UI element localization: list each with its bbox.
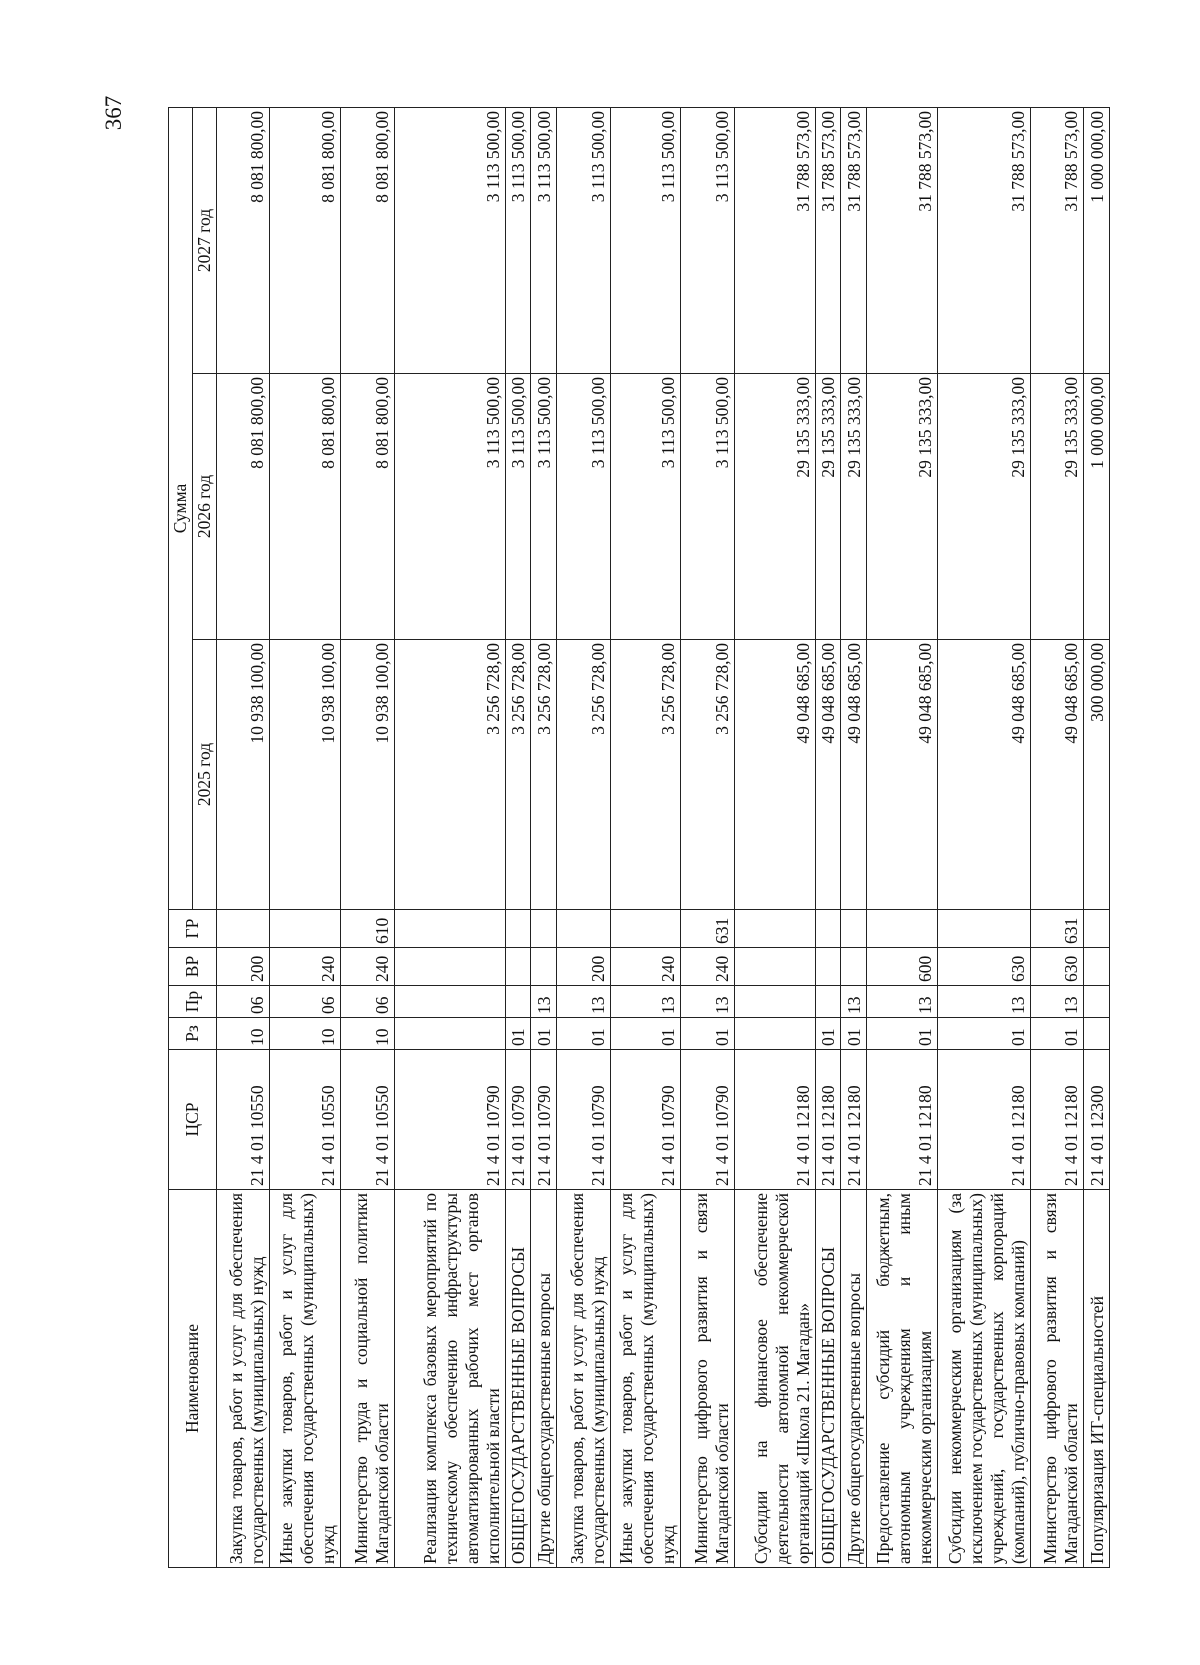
table-row bbox=[937, 107, 1030, 1567]
header-pr: Пр bbox=[169, 986, 217, 1018]
row-gr bbox=[841, 910, 867, 948]
row-vr bbox=[505, 948, 531, 986]
table-row bbox=[531, 107, 557, 1567]
row-sum-2027: 3 113 500,00 bbox=[394, 107, 505, 373]
row-pr: 13 bbox=[1030, 986, 1083, 1018]
row-vr: 240 bbox=[610, 948, 681, 986]
row-rz: 01 bbox=[610, 1018, 681, 1050]
row-sum-2027: 31 788 573,00 bbox=[1030, 107, 1083, 373]
row-rz bbox=[1084, 1018, 1110, 1050]
header-year-2026: 2026 год bbox=[193, 374, 217, 640]
row-sum-2027: 3 113 500,00 bbox=[531, 107, 557, 373]
table-row bbox=[1030, 107, 1083, 1567]
row-name: Другие общегосударственные вопросы bbox=[531, 1190, 557, 1568]
row-rz: 10 bbox=[217, 1018, 270, 1050]
row-sum-2025: 10 938 100,00 bbox=[341, 640, 394, 910]
table-row bbox=[1084, 107, 1110, 1567]
row-gr bbox=[270, 910, 341, 948]
row-sum-2026: 3 113 500,00 bbox=[505, 374, 531, 640]
row-sum-2025: 3 256 728,00 bbox=[557, 640, 610, 910]
table-row bbox=[341, 107, 394, 1567]
row-pr: 13 bbox=[841, 986, 867, 1018]
row-pr bbox=[1084, 986, 1110, 1018]
row-sum-2025: 300 000,00 bbox=[1084, 640, 1110, 910]
row-rz: 10 bbox=[270, 1018, 341, 1050]
row-csr: 21 4 01 10550 bbox=[341, 1050, 394, 1190]
row-sum-2026: 8 081 800,00 bbox=[217, 374, 270, 640]
row-vr bbox=[815, 948, 841, 986]
row-csr: 21 4 01 10790 bbox=[610, 1050, 681, 1190]
row-sum-2025: 49 048 685,00 bbox=[815, 640, 841, 910]
row-gr bbox=[531, 910, 557, 948]
row-vr: 600 bbox=[867, 948, 938, 986]
row-sum-2027: 3 113 500,00 bbox=[505, 107, 531, 373]
row-sum-2025: 3 256 728,00 bbox=[394, 640, 505, 910]
header-vr: ВР bbox=[169, 948, 217, 986]
row-pr: 13 bbox=[557, 986, 610, 1018]
row-sum-2026: 3 113 500,00 bbox=[610, 374, 681, 640]
row-vr bbox=[734, 948, 815, 986]
row-rz: 01 bbox=[867, 1018, 938, 1050]
row-name: Реализация комплекса базовых мероприятий по техническому обеспечению инфраструктуры автоматизированных рабочих мест органов исполнительной власти bbox=[394, 1190, 505, 1568]
row-csr: 21 4 01 12180 bbox=[1030, 1050, 1083, 1190]
row-pr: 13 bbox=[681, 986, 734, 1018]
row-rz bbox=[734, 1018, 815, 1050]
row-gr bbox=[505, 910, 531, 948]
row-rz: 01 bbox=[815, 1018, 841, 1050]
table-body bbox=[217, 107, 1110, 1567]
row-sum-2025: 3 256 728,00 bbox=[505, 640, 531, 910]
row-sum-2027: 3 113 500,00 bbox=[610, 107, 681, 373]
table-row bbox=[217, 107, 270, 1567]
row-name: Предоставление субсидий бюджетным, автономным учреждениям и иным некоммерческим организациям bbox=[867, 1190, 938, 1568]
header-gr: ГР bbox=[169, 910, 217, 948]
row-csr: 21 4 01 10550 bbox=[217, 1050, 270, 1190]
row-csr: 21 4 01 10790 bbox=[681, 1050, 734, 1190]
row-gr: 631 bbox=[681, 910, 734, 948]
table-row bbox=[734, 107, 815, 1567]
row-pr bbox=[394, 986, 505, 1018]
row-name: Министерство цифрового развития и связи Магаданской области bbox=[1030, 1190, 1083, 1568]
table-row bbox=[557, 107, 610, 1567]
table-row bbox=[815, 107, 841, 1567]
row-pr: 13 bbox=[867, 986, 938, 1018]
row-vr: 240 bbox=[681, 948, 734, 986]
table-row bbox=[505, 107, 531, 1567]
row-csr: 21 4 01 12180 bbox=[841, 1050, 867, 1190]
row-csr: 21 4 01 12180 bbox=[937, 1050, 1030, 1190]
row-sum-2025: 49 048 685,00 bbox=[841, 640, 867, 910]
row-rz: 01 bbox=[937, 1018, 1030, 1050]
row-vr bbox=[394, 948, 505, 986]
row-rz: 01 bbox=[505, 1018, 531, 1050]
row-pr bbox=[734, 986, 815, 1018]
row-name: Министерство труда и социальной политики Магаданской области bbox=[341, 1190, 394, 1568]
row-sum-2027: 8 081 800,00 bbox=[341, 107, 394, 373]
row-csr: 21 4 01 10550 bbox=[270, 1050, 341, 1190]
row-sum-2026: 29 135 333,00 bbox=[1030, 374, 1083, 640]
row-rz bbox=[394, 1018, 505, 1050]
row-pr: 06 bbox=[341, 986, 394, 1018]
table-row bbox=[394, 107, 505, 1567]
row-gr bbox=[394, 910, 505, 948]
row-gr bbox=[734, 910, 815, 948]
row-sum-2027: 31 788 573,00 bbox=[937, 107, 1030, 373]
row-name: Субсидии некоммерческим организациям (за исключением государственных (муниципальных) учреждений, государственных корпораций (компаний), публично-правовых компаний) bbox=[937, 1190, 1030, 1568]
row-gr bbox=[937, 910, 1030, 948]
row-sum-2025: 49 048 685,00 bbox=[867, 640, 938, 910]
row-gr bbox=[610, 910, 681, 948]
row-csr: 21 4 01 10790 bbox=[394, 1050, 505, 1190]
row-sum-2027: 8 081 800,00 bbox=[217, 107, 270, 373]
table-row bbox=[270, 107, 341, 1567]
row-vr: 240 bbox=[270, 948, 341, 986]
row-vr: 630 bbox=[937, 948, 1030, 986]
row-sum-2027: 31 788 573,00 bbox=[815, 107, 841, 373]
row-pr bbox=[815, 986, 841, 1018]
row-csr: 21 4 01 12300 bbox=[1084, 1050, 1110, 1190]
row-name: Закупка товаров, работ и услуг для обеспечения государственных (муниципальных) нужд bbox=[217, 1190, 270, 1568]
row-csr: 21 4 01 10790 bbox=[531, 1050, 557, 1190]
header-year-2027: 2027 год bbox=[193, 107, 217, 373]
row-gr bbox=[557, 910, 610, 948]
row-pr: 13 bbox=[531, 986, 557, 1018]
row-csr: 21 4 01 10790 bbox=[557, 1050, 610, 1190]
header-rz: Рз bbox=[169, 1018, 217, 1050]
row-csr: 21 4 01 12180 bbox=[815, 1050, 841, 1190]
row-sum-2026: 3 113 500,00 bbox=[394, 374, 505, 640]
row-sum-2025: 10 938 100,00 bbox=[217, 640, 270, 910]
table-row bbox=[867, 107, 938, 1567]
table-row bbox=[681, 107, 734, 1567]
row-vr: 200 bbox=[557, 948, 610, 986]
table-row bbox=[841, 107, 867, 1567]
row-csr: 21 4 01 12180 bbox=[734, 1050, 815, 1190]
row-rz: 01 bbox=[1030, 1018, 1083, 1050]
row-sum-2027: 3 113 500,00 bbox=[681, 107, 734, 373]
row-name: Иные закупки товаров, работ и услуг для обеспечения государственных (муниципальных) нужд bbox=[610, 1190, 681, 1568]
row-name: ОБЩЕГОСУДАРСТВЕННЫЕ ВОПРОСЫ bbox=[505, 1190, 531, 1568]
row-vr: 200 bbox=[217, 948, 270, 986]
page-number: 367 bbox=[101, 95, 126, 131]
row-gr: 610 bbox=[341, 910, 394, 948]
table-header bbox=[169, 107, 217, 1567]
row-name: Иные закупки товаров, работ и услуг для обеспечения государственных (муниципальных) нужд bbox=[270, 1190, 341, 1568]
row-name: Министерство цифрового развития и связи Магаданской области bbox=[681, 1190, 734, 1568]
row-pr bbox=[505, 986, 531, 1018]
row-sum-2026: 29 135 333,00 bbox=[937, 374, 1030, 640]
header-year-2025: 2025 год bbox=[193, 640, 217, 910]
row-csr: 21 4 01 10790 bbox=[505, 1050, 531, 1190]
row-name: Субсидии на финансовое обеспечение деятельности автономной некоммерческой организаций «Школа 21. Магадан» bbox=[734, 1190, 815, 1568]
row-name: ОБЩЕГОСУДАРСТВЕННЫЕ ВОПРОСЫ bbox=[815, 1190, 841, 1568]
row-sum-2027: 8 081 800,00 bbox=[270, 107, 341, 373]
row-sum-2025: 3 256 728,00 bbox=[681, 640, 734, 910]
header-name: Наименование bbox=[169, 1190, 217, 1568]
row-sum-2025: 49 048 685,00 bbox=[1030, 640, 1083, 910]
row-sum-2027: 31 788 573,00 bbox=[867, 107, 938, 373]
row-gr bbox=[815, 910, 841, 948]
row-rz: 01 bbox=[531, 1018, 557, 1050]
row-sum-2027: 1 000 000,00 bbox=[1084, 107, 1110, 373]
row-pr: 13 bbox=[937, 986, 1030, 1018]
table-row bbox=[610, 107, 681, 1567]
row-rz: 01 bbox=[841, 1018, 867, 1050]
row-vr bbox=[1084, 948, 1110, 986]
row-sum-2025: 10 938 100,00 bbox=[270, 640, 341, 910]
row-gr bbox=[217, 910, 270, 948]
row-name: Закупка товаров, работ и услуг для обеспечения государственных (муниципальных) нужд bbox=[557, 1190, 610, 1568]
row-gr bbox=[867, 910, 938, 948]
rotated-table-wrapper bbox=[168, 108, 1110, 1568]
row-sum-2026: 3 113 500,00 bbox=[557, 374, 610, 640]
row-csr: 21 4 01 12180 bbox=[867, 1050, 938, 1190]
row-sum-2026: 29 135 333,00 bbox=[815, 374, 841, 640]
row-sum-2026: 3 113 500,00 bbox=[681, 374, 734, 640]
row-sum-2026: 29 135 333,00 bbox=[867, 374, 938, 640]
row-rz: 10 bbox=[341, 1018, 394, 1050]
row-sum-2025: 3 256 728,00 bbox=[531, 640, 557, 910]
row-rz: 01 bbox=[681, 1018, 734, 1050]
row-sum-2025: 49 048 685,00 bbox=[937, 640, 1030, 910]
row-pr: 13 bbox=[610, 986, 681, 1018]
row-pr: 06 bbox=[217, 986, 270, 1018]
header-sum: Сумма bbox=[169, 107, 193, 909]
row-gr: 631 bbox=[1030, 910, 1083, 948]
row-name: Популяризация ИТ-специальностей bbox=[1084, 1190, 1110, 1568]
row-sum-2025: 49 048 685,00 bbox=[734, 640, 815, 910]
row-vr: 630 bbox=[1030, 948, 1083, 986]
row-sum-2027: 3 113 500,00 bbox=[557, 107, 610, 373]
row-sum-2026: 8 081 800,00 bbox=[270, 374, 341, 640]
row-sum-2026: 8 081 800,00 bbox=[341, 374, 394, 640]
row-pr: 06 bbox=[270, 986, 341, 1018]
row-vr: 240 bbox=[341, 948, 394, 986]
row-name: Другие общегосударственные вопросы bbox=[841, 1190, 867, 1568]
row-sum-2027: 31 788 573,00 bbox=[734, 107, 815, 373]
row-sum-2026: 1 000 000,00 bbox=[1084, 374, 1110, 640]
row-vr bbox=[841, 948, 867, 986]
header-csr: ЦСР bbox=[169, 1050, 217, 1190]
row-sum-2026: 3 113 500,00 bbox=[531, 374, 557, 640]
row-vr bbox=[531, 948, 557, 986]
row-sum-2025: 3 256 728,00 bbox=[610, 640, 681, 910]
row-sum-2026: 29 135 333,00 bbox=[841, 374, 867, 640]
row-sum-2026: 29 135 333,00 bbox=[734, 374, 815, 640]
row-sum-2027: 31 788 573,00 bbox=[841, 107, 867, 373]
budget-table bbox=[168, 107, 1110, 1568]
row-rz: 01 bbox=[557, 1018, 610, 1050]
row-gr bbox=[1084, 910, 1110, 948]
